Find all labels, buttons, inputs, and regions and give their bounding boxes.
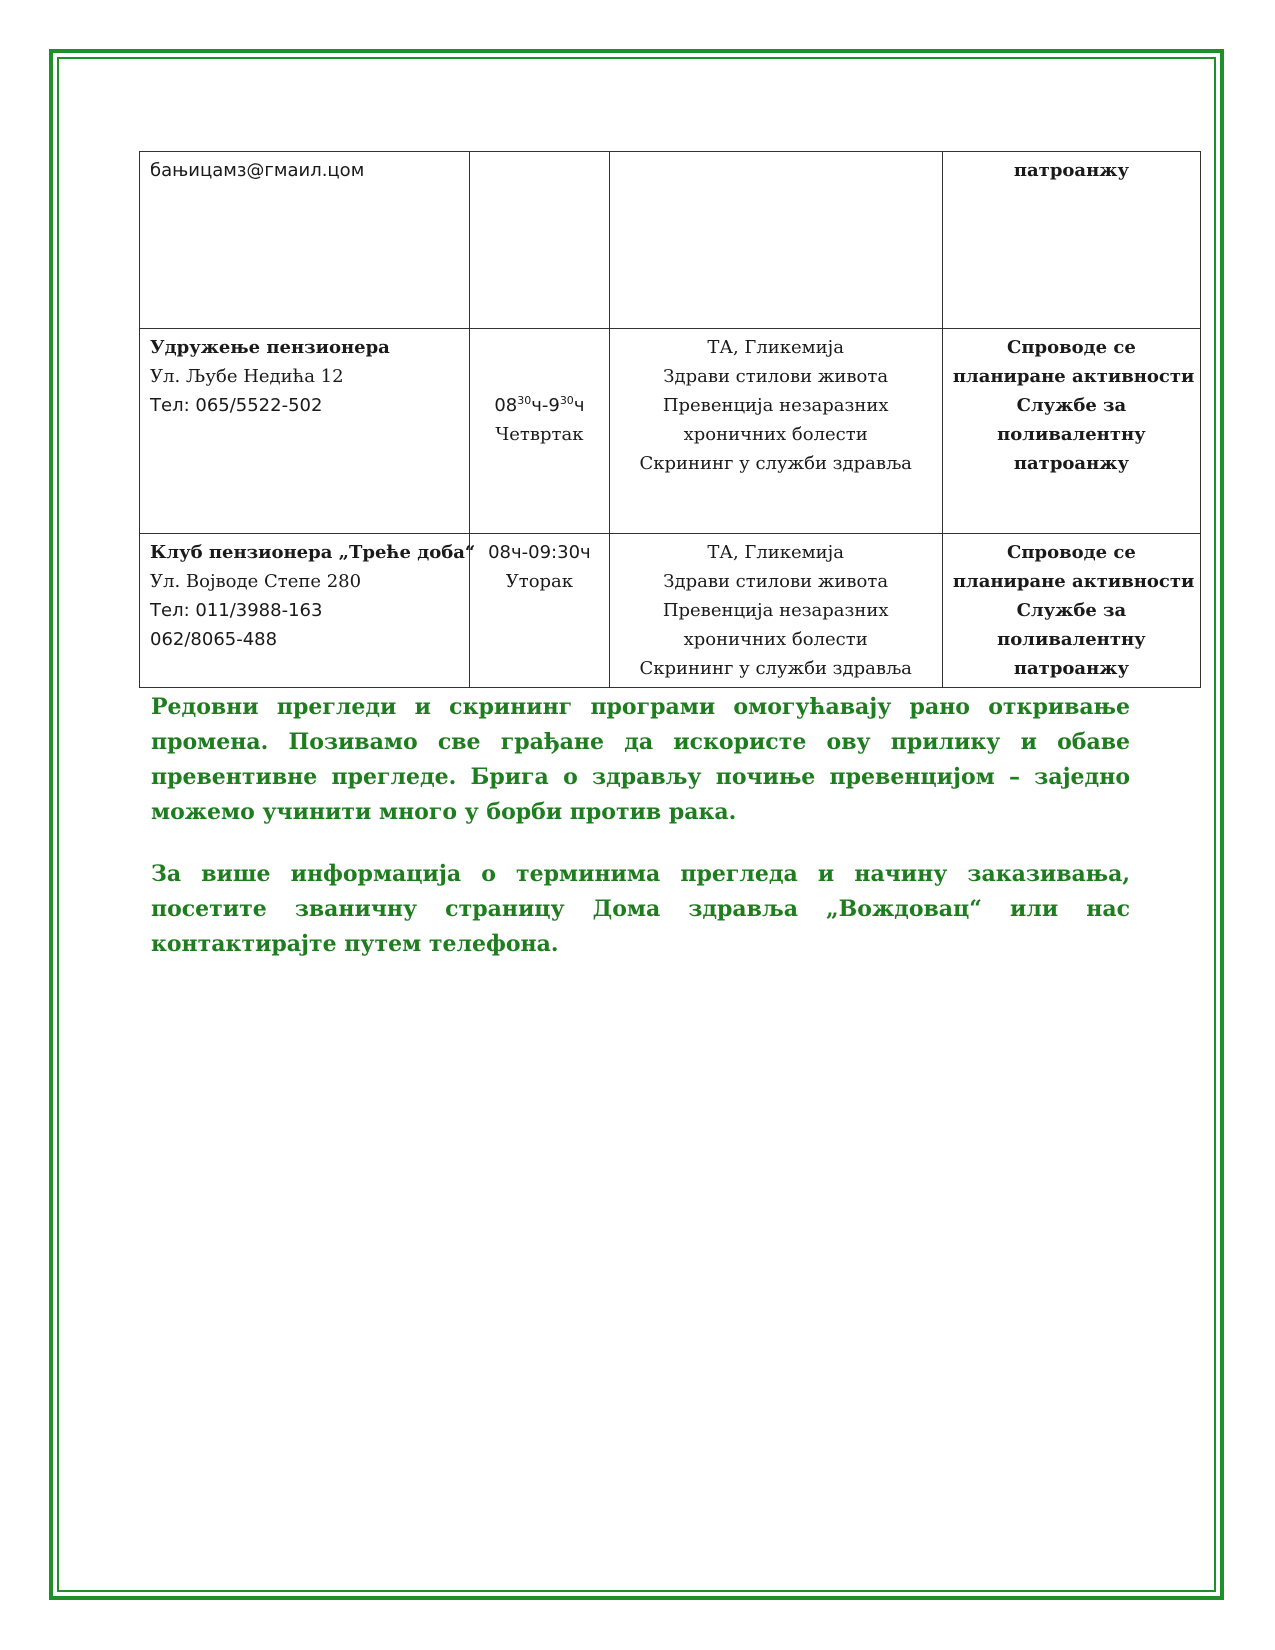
table-row xyxy=(140,152,1201,329)
activity-cell xyxy=(942,152,1200,329)
time-text: $08^{30}ч-9^{30}ч$ xyxy=(494,394,585,416)
service-item: Скрининг у служби здравља xyxy=(639,453,912,474)
activity-line: патроанжу xyxy=(1013,658,1129,679)
schedule-table xyxy=(139,151,1201,688)
contact-cell xyxy=(140,534,476,688)
org-name: Клуб пензионера „Треће доба“ xyxy=(150,542,476,563)
time-cell xyxy=(470,329,609,534)
org-phone: Тел: 011/3988-163 xyxy=(150,600,323,621)
activity-line: поливалентну xyxy=(997,424,1146,445)
service-item: Превенција незаразних xyxy=(662,600,889,621)
contact-cell xyxy=(140,152,470,329)
activity-line: Спроводе се xyxy=(1007,542,1136,563)
activity-line: поливалентну xyxy=(997,629,1146,650)
day-text: Уторак xyxy=(505,571,574,592)
day-text: Четвртак xyxy=(495,424,584,445)
activity-line: Службе за xyxy=(1016,600,1127,621)
table-row xyxy=(140,329,1201,534)
org-address: Ул. Војводе Степе 280 xyxy=(150,571,362,592)
activity-line: Спроводе се xyxy=(1007,337,1136,358)
activity-line: Службе за xyxy=(1016,395,1127,416)
services-cell xyxy=(609,152,942,329)
activity-text: патроанжу xyxy=(1013,160,1129,181)
services-cell xyxy=(609,534,942,688)
email-text: бањицамз@гмаил.цом xyxy=(150,160,365,181)
service-item: Здрави стилови живота xyxy=(663,571,889,592)
service-item: Скрининг у служби здравља xyxy=(639,658,912,679)
time-text: 08ч-09:30ч xyxy=(488,542,591,563)
activity-line: патроанжу xyxy=(1013,453,1129,474)
org-address: Ул. Љубе Недића 12 xyxy=(150,366,344,387)
activity-line: планиране активности xyxy=(952,366,1195,387)
service-item: Здрави стилови живота xyxy=(663,366,889,387)
activity-line: планиране активности xyxy=(952,571,1195,592)
body-paragraph: За више информација о терминима прегледа и начину заказивања, посетите званичну страницу Дома здравља „Вождовац“ или нас контактирајте путем телефона. xyxy=(151,861,1130,957)
activity-cell xyxy=(942,534,1200,688)
time-cell xyxy=(470,152,609,329)
service-item: ТА, Гликемија xyxy=(707,337,844,358)
service-item: ТА, Гликемија xyxy=(707,542,844,563)
contact-cell xyxy=(140,329,470,534)
service-item: хроничних болести xyxy=(683,629,868,650)
services-cell xyxy=(609,329,942,534)
service-item: Превенција незаразних xyxy=(662,395,889,416)
org-name: Удружење пензионера xyxy=(150,337,390,358)
activity-cell xyxy=(942,329,1200,534)
table-row xyxy=(140,534,1201,688)
service-item: хроничних болести xyxy=(683,424,868,445)
time-cell xyxy=(470,534,609,688)
org-phone: Тел: 065/5522-502 xyxy=(150,395,323,416)
org-phone-2: 062/8065-488 xyxy=(150,629,278,650)
body-paragraph: Редовни прегледи и скрининг програми омогућавају рано откривање промена. Позивамо све грађане да искористе ову прилику и обаве превентивне прегледе. Брига о здрављу почиње превенцијом – заједно можемо учинити много у борби против рака. xyxy=(151,694,1130,825)
